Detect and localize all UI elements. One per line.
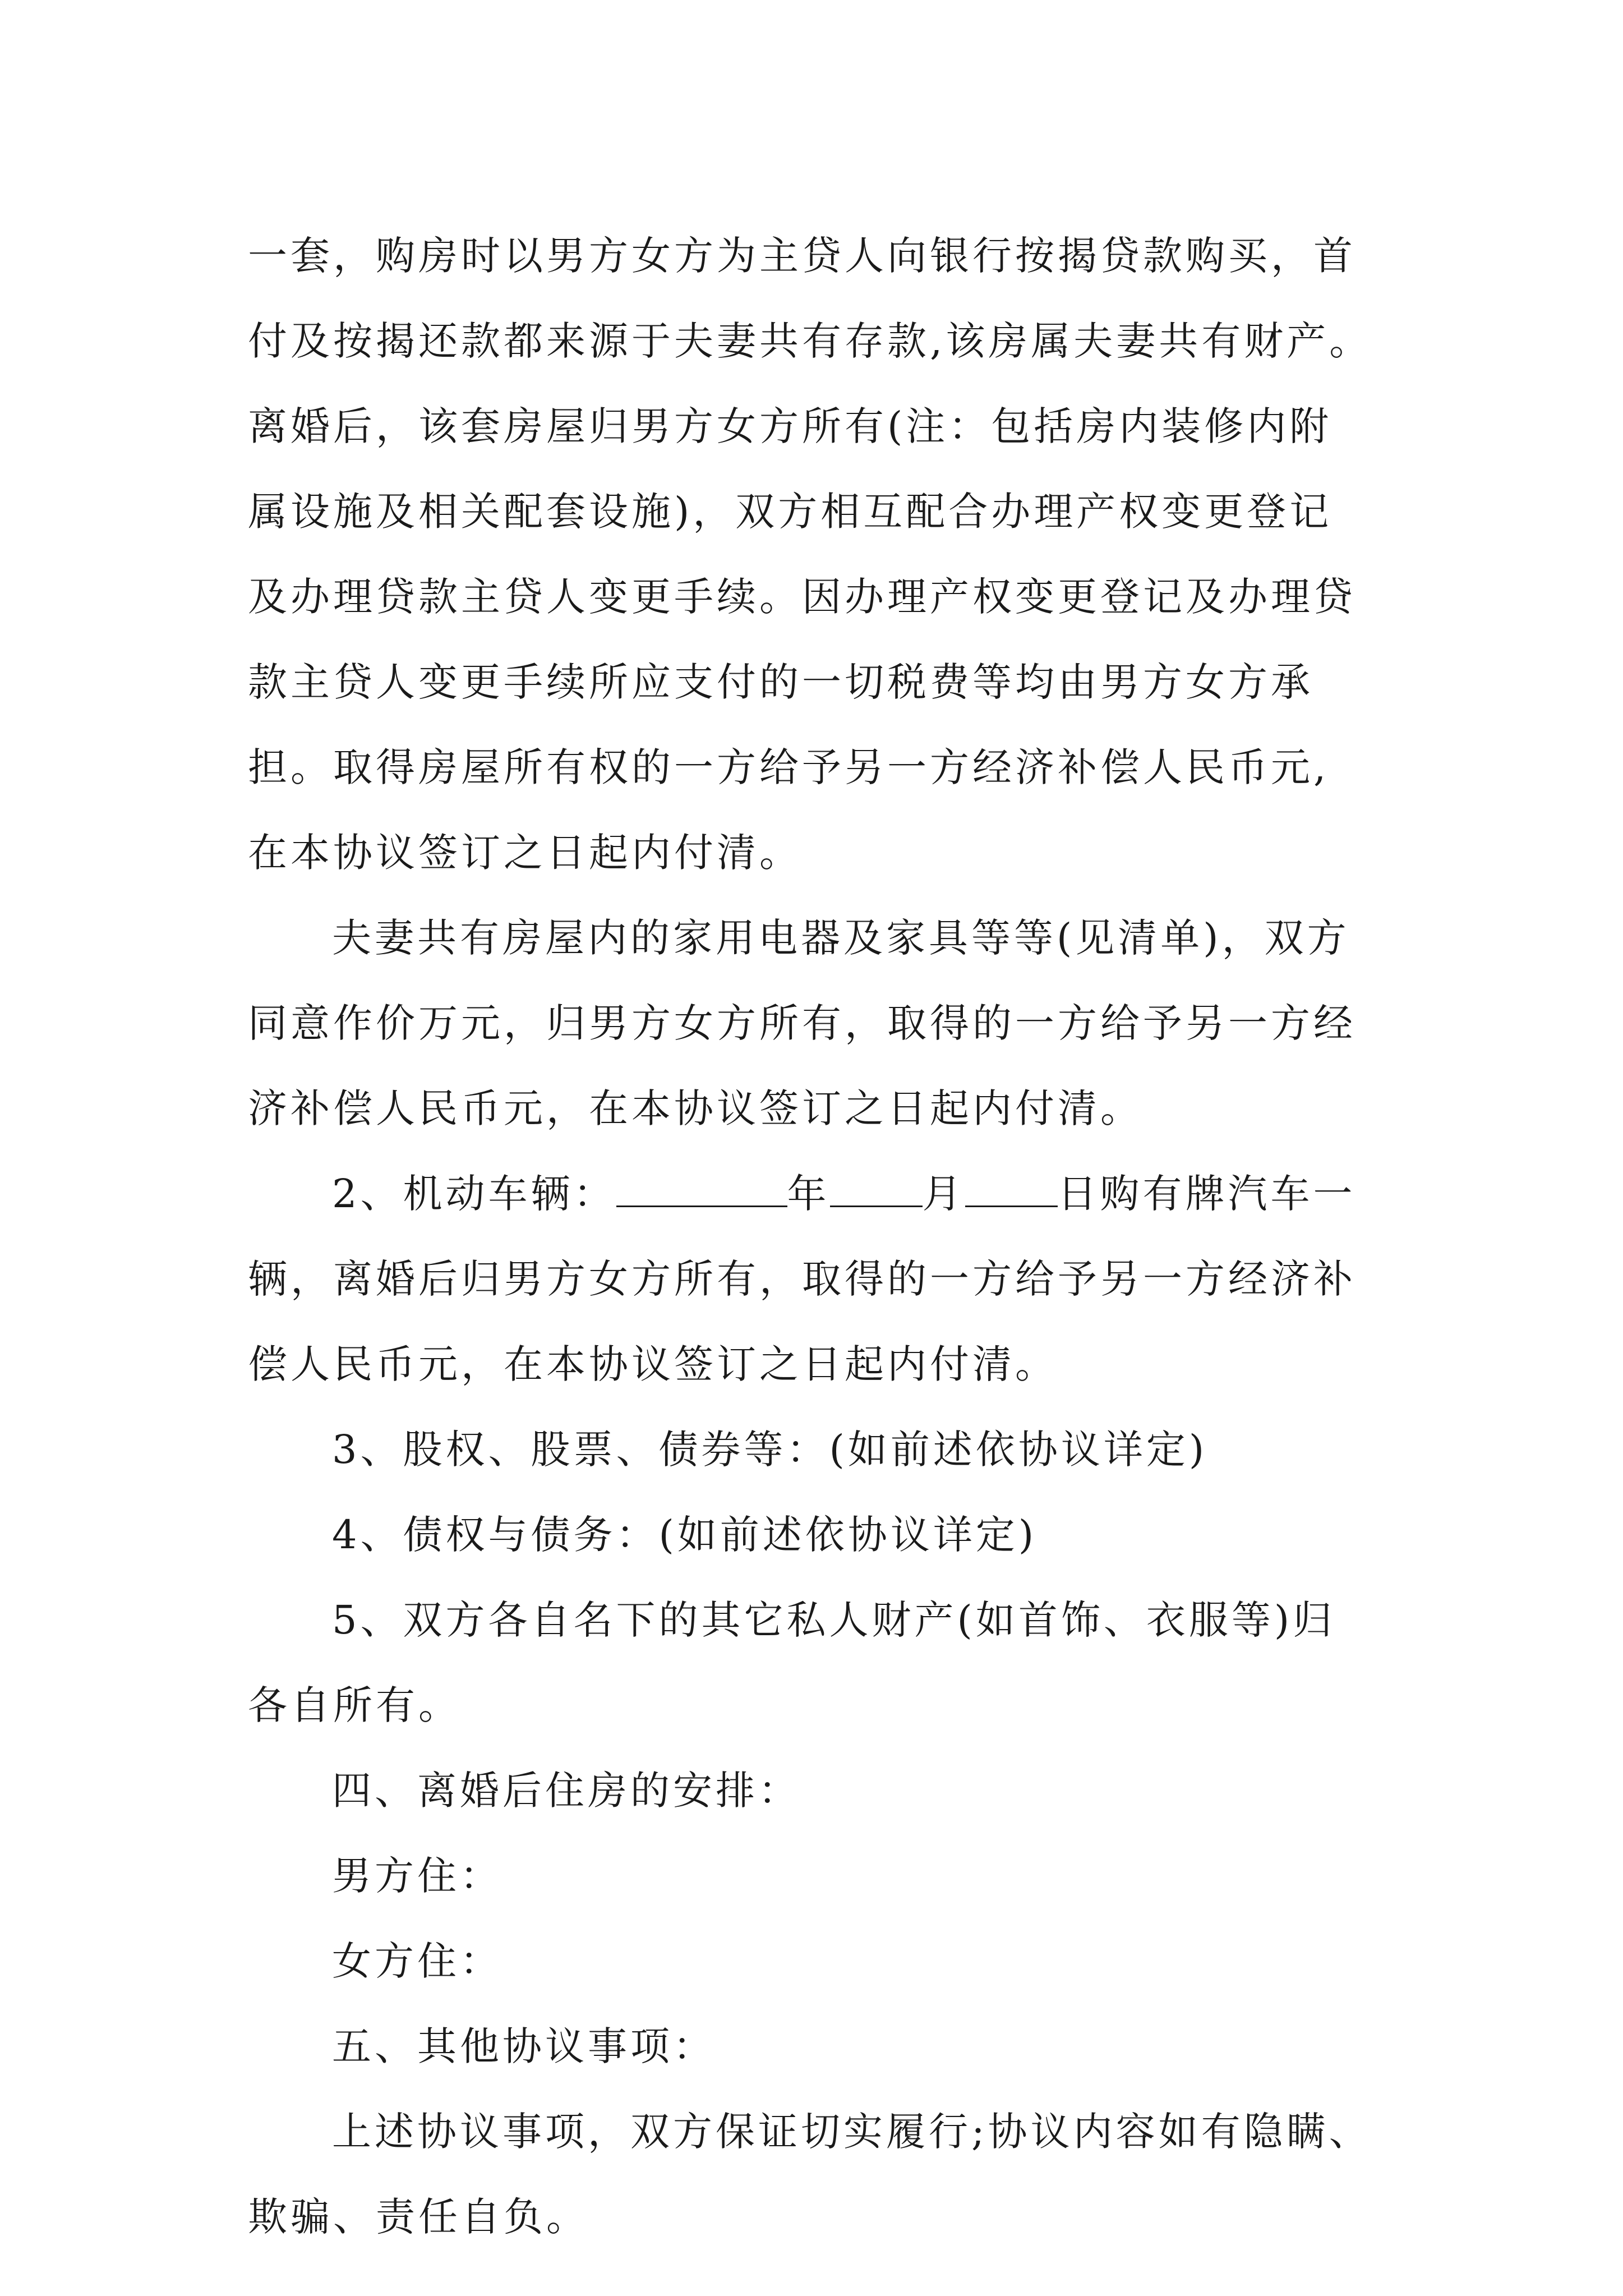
text-line: 付及按揭还款都来源于夫妻共有存款,该房属夫妻共有财产。 <box>248 318 1372 364</box>
section-heading-other-matters <box>248 2004 1448 2089</box>
text-line: 女方住： <box>332 1938 502 1984</box>
text-line: 及办理贷款主贷人变更手续。因办理产权变更登记及办理贷 <box>248 574 1356 620</box>
text-line: 各自所有。 <box>248 1682 461 1728</box>
day-blank-field <box>965 1171 1058 1207</box>
document-body <box>248 213 1448 2260</box>
month-blank-field <box>830 1171 923 1207</box>
text-line: 离婚后，该套房屋归男方女方所有(注：包括房内装修内附 <box>248 403 1332 449</box>
paragraph-vehicle <box>248 1151 1448 1407</box>
vehicle-line <box>248 1151 1448 1236</box>
year-blank-field <box>616 1171 787 1207</box>
text-line: 担。取得房屋所有权的一方给予另一方经济补偿人民币元, <box>248 744 1330 790</box>
text-line: 四、离婚后住房的安排： <box>332 1768 801 1814</box>
text-line: 属设施及相关配套设施)，双方相互配合办理产权变更登记 <box>248 489 1332 535</box>
text-line: 上述协议事项，双方保证切实履行;协议内容如有隐瞒、 <box>332 2109 1372 2155</box>
text-line: 五、其他协议事项： <box>332 2023 716 2069</box>
text-line: 辆，离婚后归男方女方所有，取得的一方给予另一方经济补 <box>248 1256 1356 1302</box>
vehicle-suffix: 日购有牌汽车一 <box>1057 1171 1356 1217</box>
text-line: 3、股权、股票、债券等：(如前述依协议详定) <box>332 1427 1208 1473</box>
text-line: 夫妻共有房屋内的家用电器及家具等等(见清单)，双方 <box>332 915 1350 961</box>
vehicle-prefix: 2、机动车辆： <box>332 1171 616 1217</box>
text-line: 偿人民币元，在本协议签订之日起内付清。 <box>248 1341 1058 1387</box>
paragraph-wife-residence <box>248 1918 1448 2004</box>
text-line: 4、债权与债务：(如前述依协议详定) <box>332 1512 1038 1558</box>
text-line: 款主贷人变更手续所应支付的一切税费等均由男方女方承 <box>248 659 1313 705</box>
month-label: 月 <box>922 1171 965 1217</box>
text-line: 同意作价万元，归男方女方所有，取得的一方给予另一方经 <box>248 1000 1356 1046</box>
text-line: 5、双方各自名下的其它私人财产(如首饰、衣服等)归 <box>332 1597 1336 1643</box>
text-line: 济补偿人民币元，在本协议签订之日起内付清。 <box>248 1085 1143 1131</box>
paragraph-house-property <box>248 213 1448 895</box>
text-line: 欺骗、责任自负。 <box>248 2194 589 2240</box>
paragraph-stocks <box>248 1407 1448 1492</box>
paragraph-husband-residence <box>248 1833 1448 1918</box>
section-heading-housing <box>248 1748 1448 1833</box>
text-line: 一套，购房时以男方女方为主贷人向银行按揭贷款购买，首 <box>248 233 1356 279</box>
text-line: 男方住： <box>332 1853 502 1899</box>
text-line: 在本协议签订之日起内付清。 <box>248 830 802 876</box>
year-label: 年 <box>787 1171 830 1217</box>
paragraph-appliances <box>248 895 1448 1151</box>
paragraph-personal-property <box>248 1577 1448 1748</box>
paragraph-guarantee <box>248 2089 1448 2260</box>
paragraph-debts <box>248 1492 1448 1577</box>
